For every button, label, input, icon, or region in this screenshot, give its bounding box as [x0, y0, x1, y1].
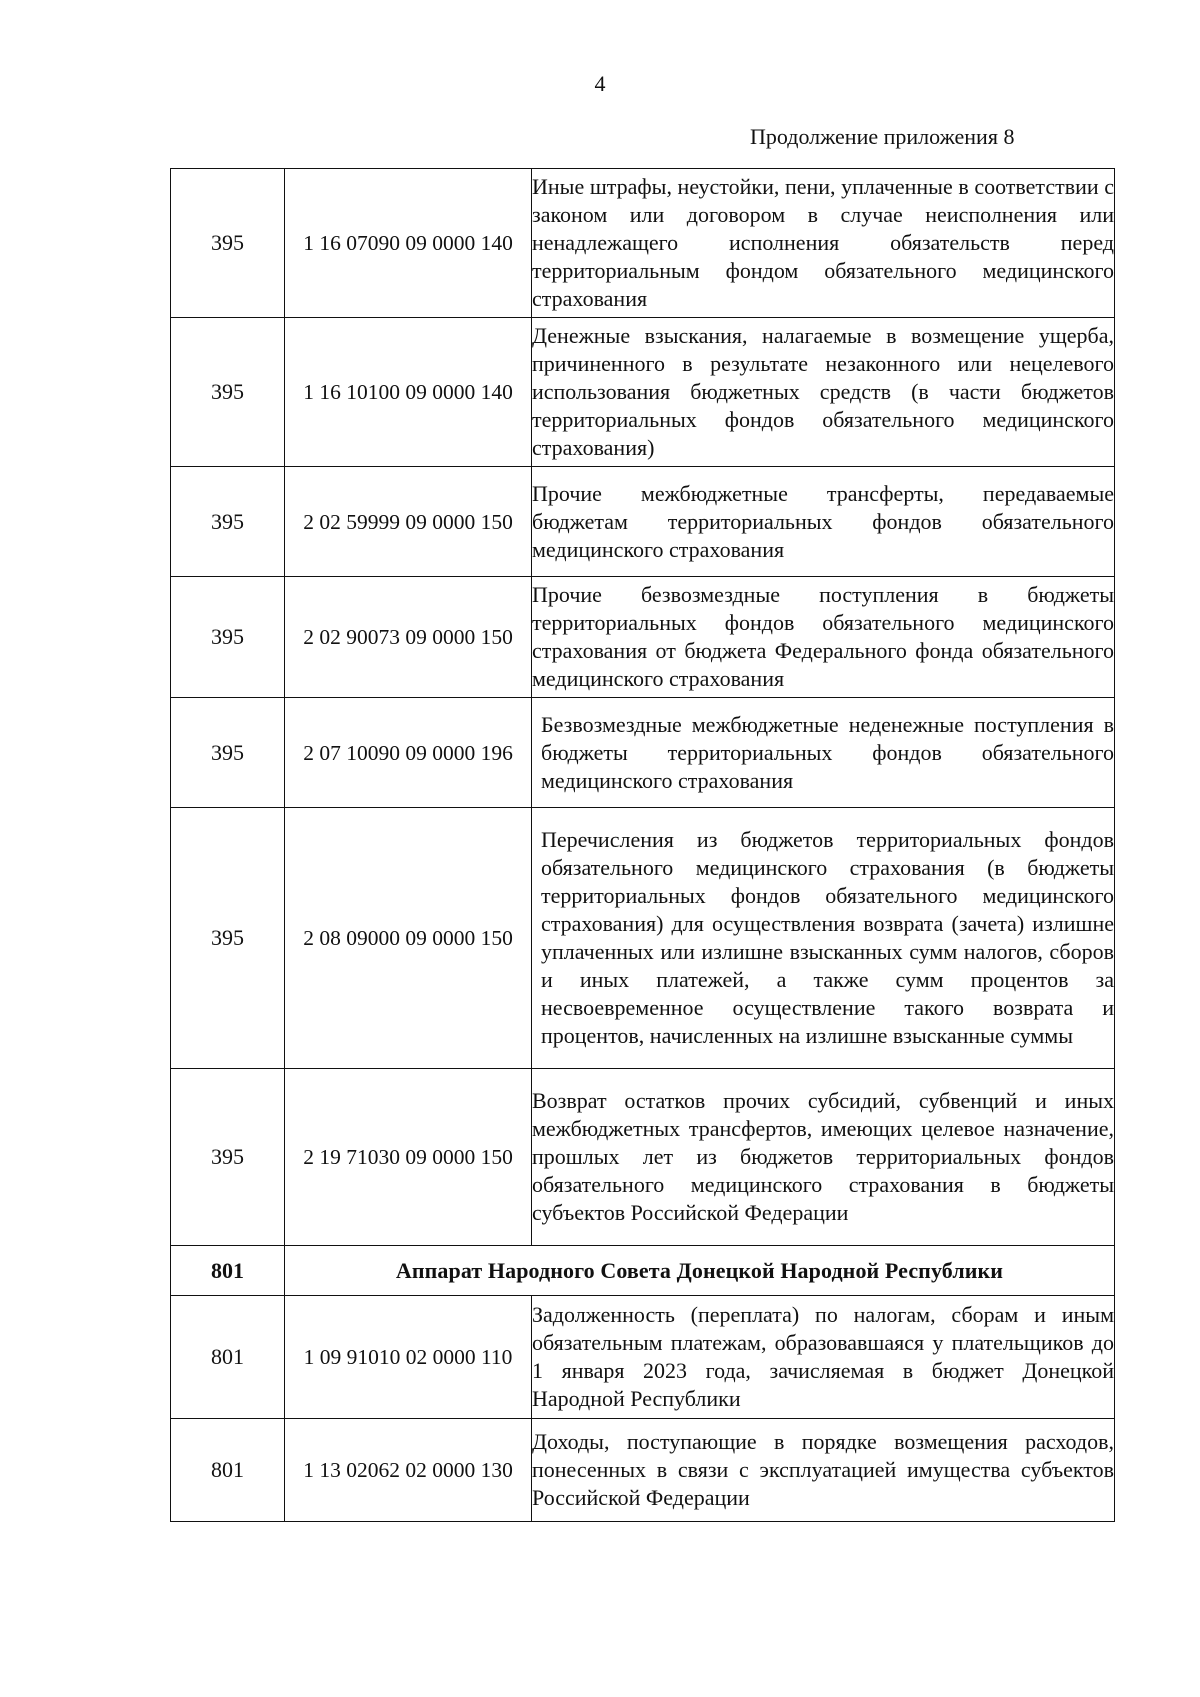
table-row	[171, 698, 1115, 808]
description-cell: Безвозмездные межбюджетные неденежные поступления в бюджеты территориальных фондов обязательного медицинского страхования	[532, 698, 1115, 808]
table-row	[171, 577, 1115, 698]
budget-code-cell: 2 19 71030 09 0000 150	[285, 1069, 532, 1246]
section-header-row	[171, 1246, 1115, 1296]
description-cell: Перечисления из бюджетов территориальных фондов обязательного медицинского страхования (в бюджеты территориальных фондов обязательного медицинского страхования) для осуществления возврата (зачета) излишне уплаченных или излишне взысканных сумм налогов, сборов и иных платежей, а также сумм процентов за несвоевременное осуществление такого возврата и процентов, начисленных на излишне взысканные суммы	[532, 808, 1115, 1069]
table-row	[171, 1419, 1115, 1522]
admin-code-cell: 395	[171, 698, 285, 808]
description-cell: Задолженность (переплата) по налогам, сборам и иным обязательным платежам, образовавшаяся у плательщиков до 1 января 2023 года, зачисляемая в бюджет Донецкой Народной Республики	[532, 1296, 1115, 1419]
table-row	[171, 1296, 1115, 1419]
section-admin-code: 801	[171, 1246, 285, 1296]
table-row	[171, 467, 1115, 577]
appendix-continuation-label: Продолжение приложения 8	[750, 124, 1015, 149]
budget-code-cell: 1 16 10100 09 0000 140	[285, 318, 532, 467]
admin-code-cell: 395	[171, 318, 285, 467]
budget-code-cell: 1 16 07090 09 0000 140	[285, 169, 532, 318]
admin-code-cell: 801	[171, 1296, 285, 1419]
description-cell: Прочие межбюджетные трансферты, передаваемые бюджетам территориальных фондов обязательного медицинского страхования	[532, 467, 1115, 577]
admin-code-cell: 395	[171, 1069, 285, 1246]
section-title: Аппарат Народного Совета Донецкой Народной Республики	[285, 1246, 1115, 1296]
description-cell: Денежные взыскания, налагаемые в возмещение ущерба, причиненного в результате незаконного или нецелевого использования бюджетных средств (в части бюджетов территориальных фондов обязательного медицинского страхования)	[532, 318, 1115, 467]
description-cell: Возврат остатков прочих субсидий, субвенций и иных межбюджетных трансфертов, имеющих целевое назначение, прошлых лет из бюджетов территориальных фондов обязательного медицинского страхования в бюджеты субъектов Российской Федерации	[532, 1069, 1115, 1246]
admin-code-cell: 395	[171, 467, 285, 577]
budget-code-cell: 2 07 10090 09 0000 196	[285, 698, 532, 808]
budget-code-cell: 1 13 02062 02 0000 130	[285, 1419, 532, 1522]
description-cell: Прочие безвозмездные поступления в бюджеты территориальных фондов обязательного медицинского страхования от бюджета Федерального фонда обязательного медицинского страхования	[532, 577, 1115, 698]
admin-code-cell: 395	[171, 577, 285, 698]
budget-code-cell: 1 09 91010 02 0000 110	[285, 1296, 532, 1419]
table-row	[171, 808, 1115, 1069]
table-row	[171, 1069, 1115, 1246]
admin-code-cell: 395	[171, 808, 285, 1069]
description-cell: Доходы, поступающие в порядке возмещения расходов, понесенных в связи с эксплуатацией имущества субъектов Российской Федерации	[532, 1419, 1115, 1522]
budget-code-cell: 2 02 59999 09 0000 150	[285, 467, 532, 577]
admin-code-cell: 801	[171, 1419, 285, 1522]
page-number: 4	[594, 71, 606, 96]
revenue-codes-table	[170, 168, 1115, 1522]
budget-code-cell: 2 02 90073 09 0000 150	[285, 577, 532, 698]
admin-code-cell: 395	[171, 169, 285, 318]
table-row	[171, 169, 1115, 318]
description-cell: Иные штрафы, неустойки, пени, уплаченные в соответствии с законом или договором в случае неисполнения или ненадлежащего исполнения обязательств перед территориальным фондом обязательного медицинского страхования	[532, 169, 1115, 318]
budget-code-cell: 2 08 09000 09 0000 150	[285, 808, 532, 1069]
table-row	[171, 318, 1115, 467]
